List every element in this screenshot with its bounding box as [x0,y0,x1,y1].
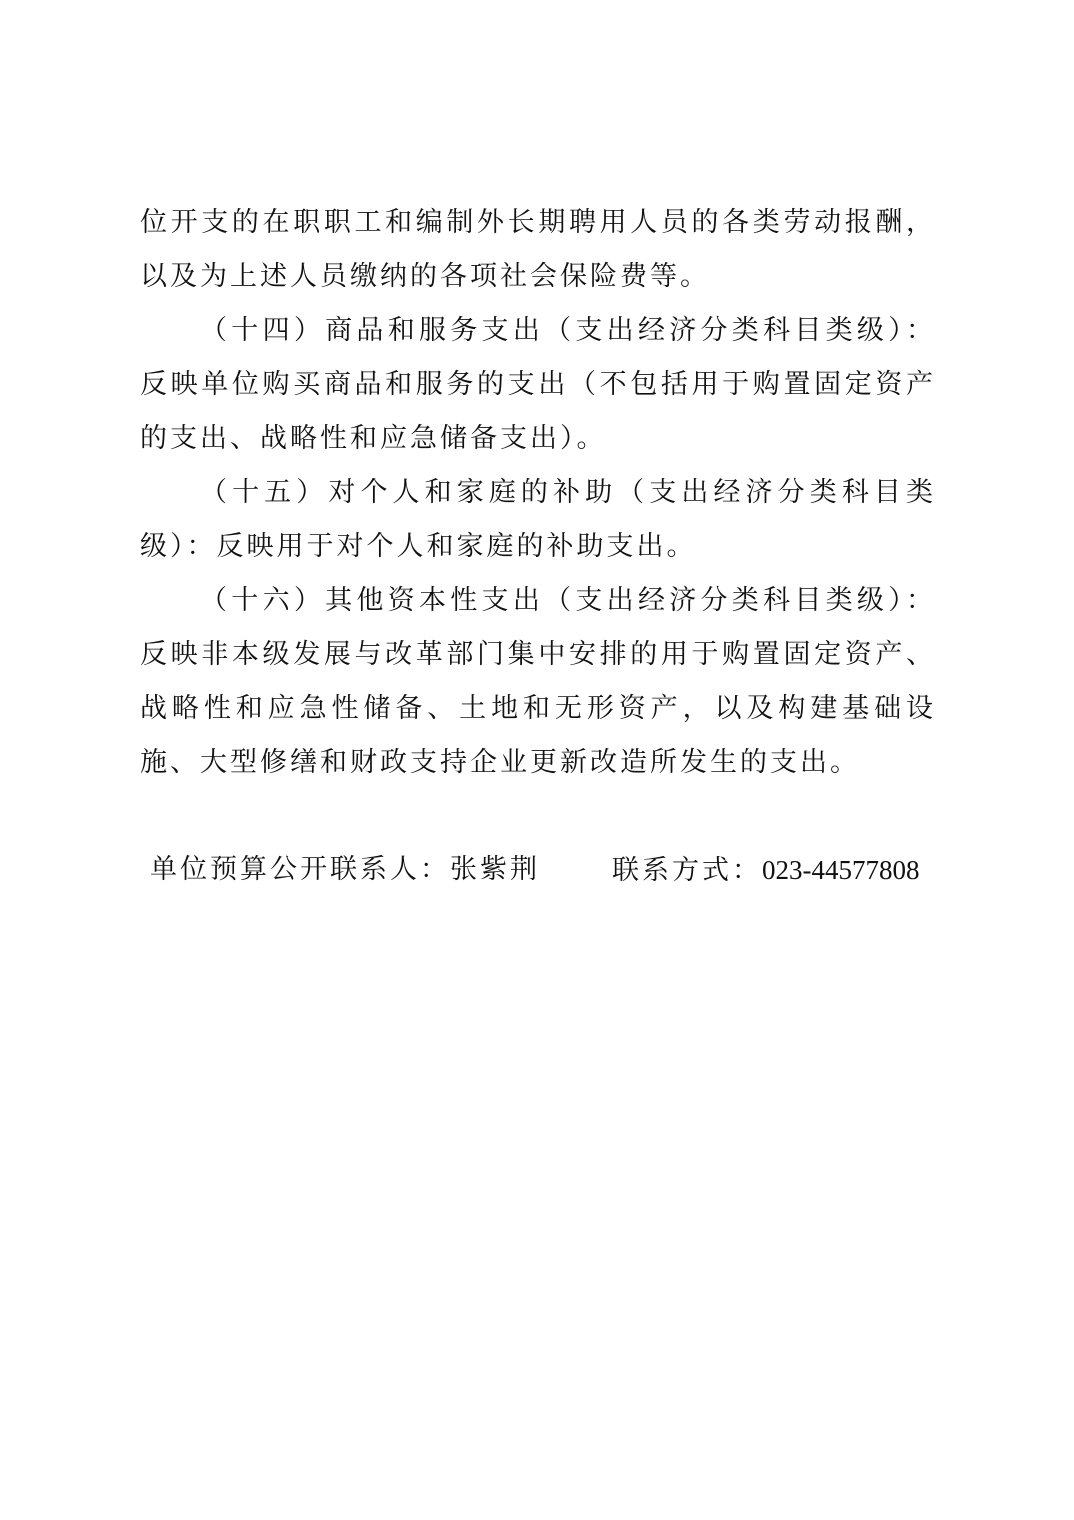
document-body [140,196,936,790]
contact-method [612,846,920,895]
contact-person-name: 张紫荆 [450,854,540,885]
paragraph-item-15: （十五）对个人和家庭的补助（支出经济分类科目类级）：反映用于对个人和家庭的补助支出。 [140,477,936,562]
paragraph-item-14: （十四）商品和服务支出（支出经济分类科目类级）：反映单位购买商品和服务的支出（不包括用于购置固定资产的支出、战略性和应急储备支出）。 [140,315,936,454]
paragraph-continuation: 位开支的在职职工和编制外长期聘用人员的各类劳动报酬，以及为上述人员缴纳的各项社会保险费等。 [140,207,936,292]
paragraph-item-16: （十六）其他资本性支出（支出经济分类科目类级）：反映非本级发展与改革部门集中安排的用于购置固定资产、战略性和应急性储备、土地和无形资产，以及构建基础设施、大型修缮和财政支持企业更新改造所发生的支出。 [140,585,936,778]
contact-person-label: 单位预算公开联系人： [150,854,450,885]
contact-phone: 023-44577808 [762,855,920,885]
contact-line [150,846,950,894]
contact-method-label: 联系方式： [612,855,762,886]
contact-person [150,846,540,894]
